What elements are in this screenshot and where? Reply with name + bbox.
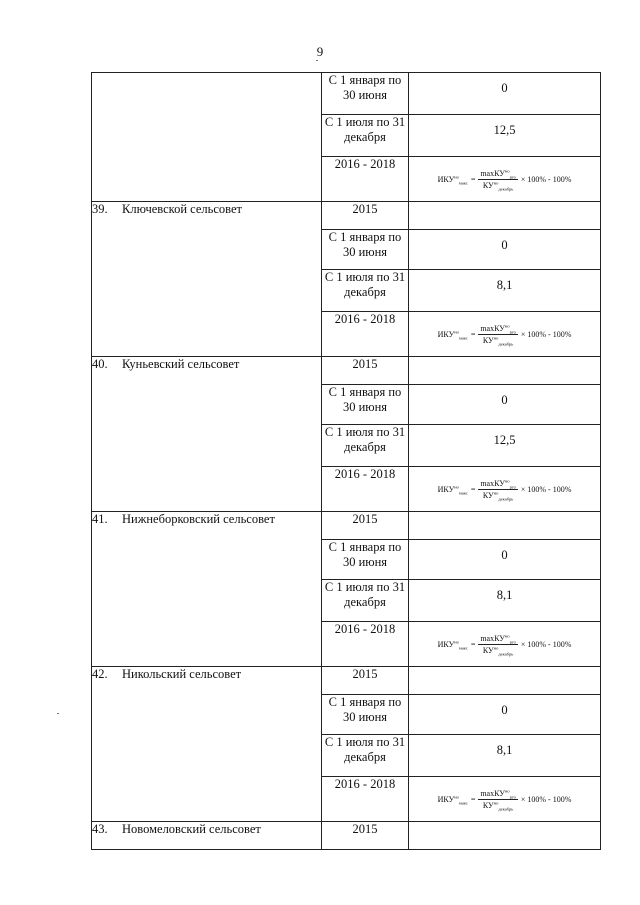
period-cell: С 1 июля по 31 декабря bbox=[322, 425, 409, 467]
index-formula: $ИКУ^{но}_{макс}$ = $\frac{\max КУ^{но}_{рго}}{КУ^{но}_{декабрь}}$ × 100% - 100% bbox=[437, 478, 572, 502]
table-row bbox=[92, 73, 601, 115]
year-cell: 2015 bbox=[322, 512, 409, 540]
year-cell: 2015 bbox=[322, 202, 409, 230]
period-cell: С 1 июля по 31 декабря bbox=[322, 270, 409, 312]
period-cell: С 1 января по 30 июня bbox=[322, 695, 409, 735]
table-row bbox=[92, 667, 601, 695]
index-formula: $ИКУ^{но}_{макс}$ = $\frac{\max КУ^{но}_{рго}}{КУ^{но}_{декабрь}}$ × 100% - 100% bbox=[437, 168, 572, 192]
value-cell: 0 bbox=[409, 695, 601, 735]
period-cell: 2016 - 2018 bbox=[322, 312, 409, 357]
value-cell bbox=[409, 357, 601, 385]
municipality-name-cell: 43. Новомеловский сельсовет bbox=[92, 822, 322, 850]
value-cell: 8,1 bbox=[409, 735, 601, 777]
scan-speck bbox=[316, 60, 318, 61]
period-cell: С 1 января по 30 июня bbox=[322, 73, 409, 115]
period-cell: 2016 - 2018 bbox=[322, 777, 409, 822]
index-formula: $ИКУ^{но}_{макс}$ = $\frac{\max КУ^{но}_{рго}}{КУ^{но}_{декабрь}}$ × 100% - 100% bbox=[437, 323, 572, 347]
period-cell: С 1 июля по 31 декабря bbox=[322, 735, 409, 777]
table-row bbox=[92, 357, 601, 385]
year-cell: 2015 bbox=[322, 822, 409, 850]
value-cell: 12,5 bbox=[409, 425, 601, 467]
formula-cell bbox=[409, 467, 601, 512]
table-row bbox=[92, 202, 601, 230]
municipality-name-cell: 41. Нижнеборковский сельсовет bbox=[92, 512, 322, 667]
value-cell: 0 bbox=[409, 230, 601, 270]
index-formula: $ИКУ^{но}_{макс}$ = $\frac{\max КУ^{но}_{рго}}{КУ^{но}_{декабрь}}$ × 100% - 100% bbox=[437, 788, 572, 812]
value-cell bbox=[409, 202, 601, 230]
table-row bbox=[92, 822, 601, 850]
value-cell: 8,1 bbox=[409, 270, 601, 312]
period-cell: С 1 января по 30 июня bbox=[322, 230, 409, 270]
value-cell bbox=[409, 667, 601, 695]
municipality-name-cell: 40. Куньевский сельсовет bbox=[92, 357, 322, 512]
scan-speck bbox=[57, 713, 59, 714]
year-cell: 2015 bbox=[322, 357, 409, 385]
period-cell: 2016 - 2018 bbox=[322, 622, 409, 667]
period-cell: 2016 - 2018 bbox=[322, 157, 409, 202]
period-cell: С 1 января по 30 июня bbox=[322, 540, 409, 580]
index-formula: $ИКУ^{но}_{макс}$ = $\frac{\max КУ^{но}_{рго}}{КУ^{но}_{декабрь}}$ × 100% - 100% bbox=[437, 633, 572, 657]
period-cell: С 1 июля по 31 декабря bbox=[322, 115, 409, 157]
municipality-name-cell bbox=[92, 73, 322, 202]
formula-cell bbox=[409, 622, 601, 667]
value-cell: 0 bbox=[409, 385, 601, 425]
value-cell: 0 bbox=[409, 540, 601, 580]
value-cell: 12,5 bbox=[409, 115, 601, 157]
formula-cell bbox=[409, 777, 601, 822]
period-cell: С 1 июля по 31 декабря bbox=[322, 580, 409, 622]
value-cell bbox=[409, 822, 601, 850]
municipal-table bbox=[91, 72, 601, 850]
table-row bbox=[92, 512, 601, 540]
year-cell: 2015 bbox=[322, 667, 409, 695]
value-cell bbox=[409, 512, 601, 540]
page-number: 9 bbox=[316, 44, 324, 59]
formula-cell bbox=[409, 312, 601, 357]
formula-cell bbox=[409, 157, 601, 202]
municipality-name-cell: 42. Никольский сельсовет bbox=[92, 667, 322, 822]
period-cell: 2016 - 2018 bbox=[322, 467, 409, 512]
value-cell: 8,1 bbox=[409, 580, 601, 622]
municipality-name-cell: 39. Ключевской сельсовет bbox=[92, 202, 322, 357]
value-cell: 0 bbox=[409, 73, 601, 115]
period-cell: С 1 января по 30 июня bbox=[322, 385, 409, 425]
